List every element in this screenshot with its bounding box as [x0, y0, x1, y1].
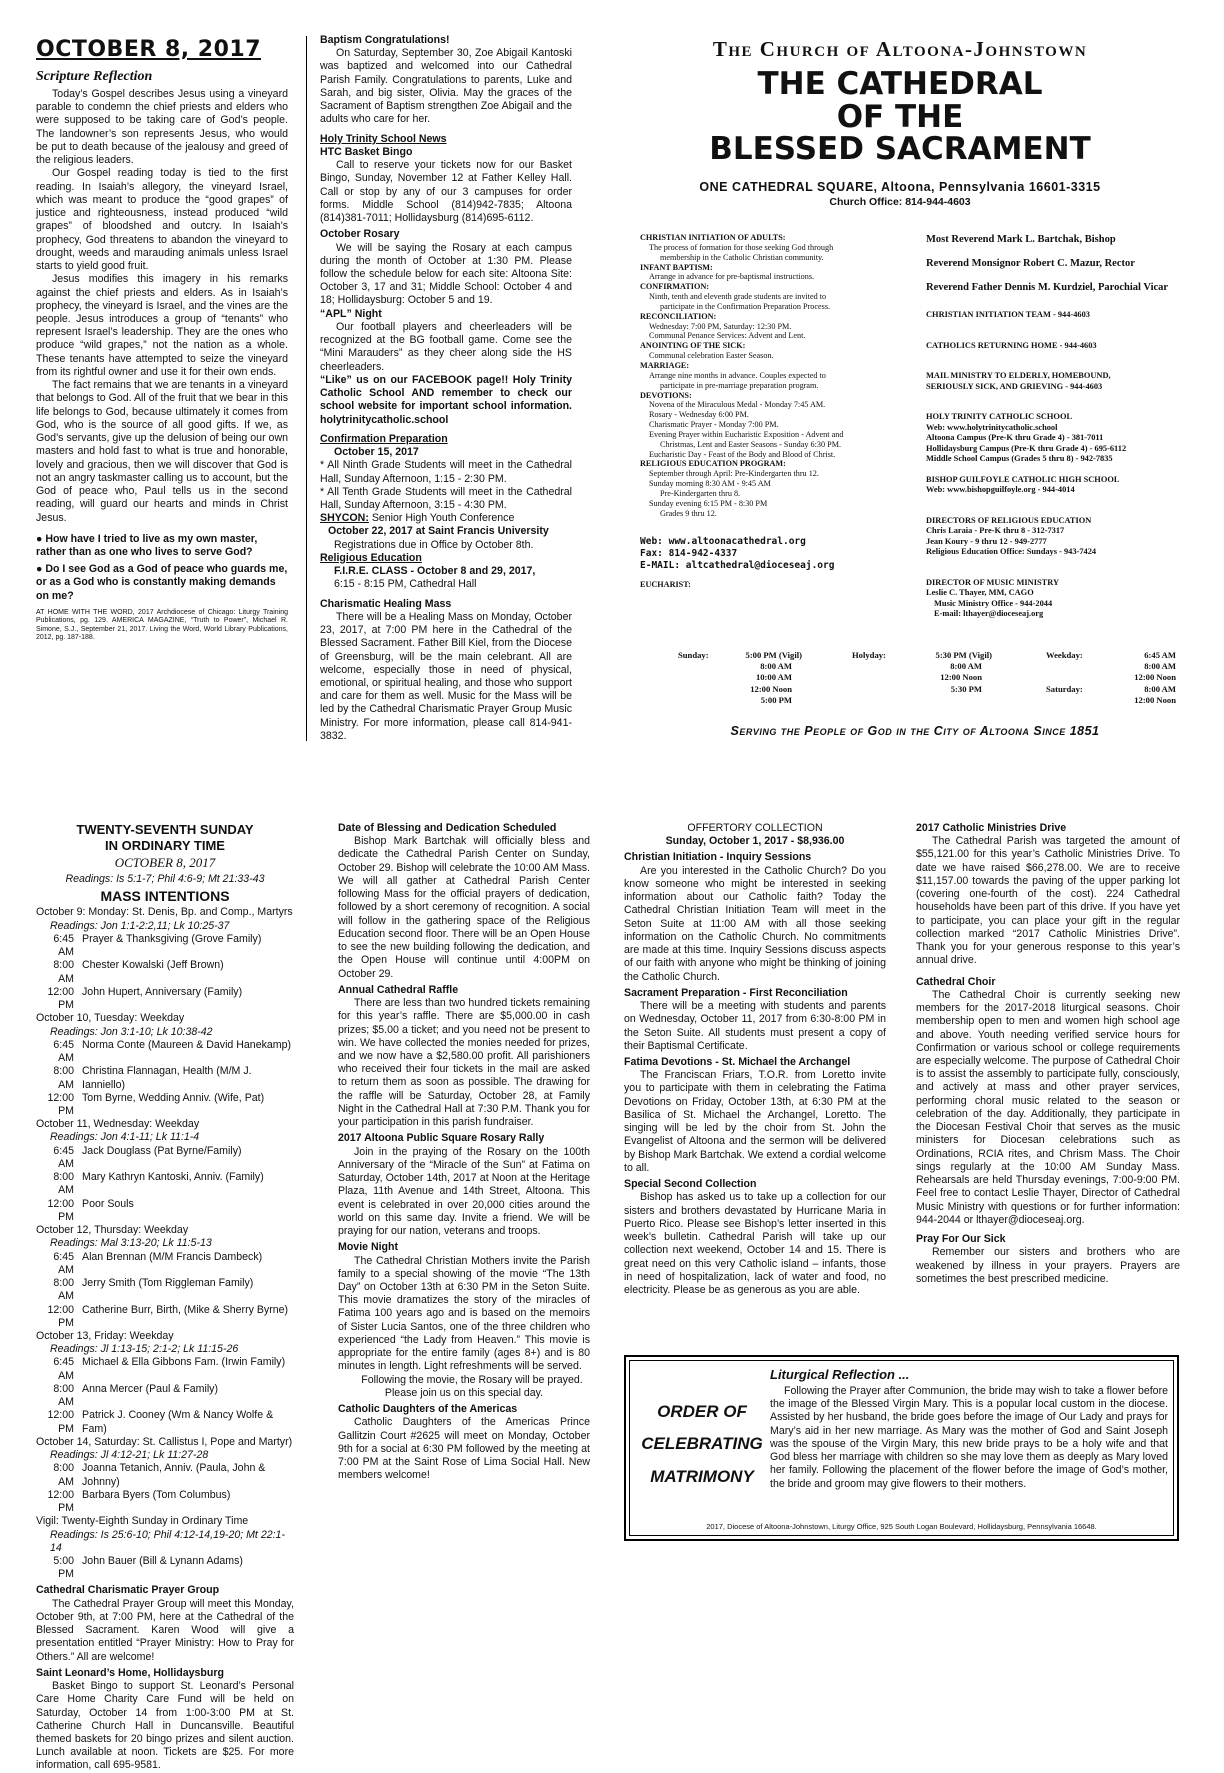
mass-time: 12:00 PM — [47, 1197, 74, 1223]
movie-night-title: Movie Night — [338, 1241, 399, 1254]
saturday-label: Saturday: — [1046, 684, 1083, 694]
mass-time: 8:00 AM — [53, 1382, 74, 1409]
sunday-readings: Readings: Is 5:1-7; Phil 4:6-9; Mt 21:33-43 — [65, 872, 265, 885]
sacrament-detail: membership in the Catholic Christian community. — [660, 252, 824, 262]
ministries-drive-title: 2017 Catholic Ministries Drive — [916, 822, 1067, 834]
mass-row — [36, 1277, 294, 1303]
mass-time: 8:00 AM — [1144, 684, 1176, 694]
saint-leonard-title: Saint Leonard’s Home, Hollidaysburg — [36, 1666, 224, 1679]
liturgy-office-footer: 2017, Diocese of Altoona-Johnstown, Liturgy Office, 925 South Logan Boulevard, Hollidaysburg, Pennsylvania 16648. — [706, 1521, 1097, 1531]
parochial-vicar: Reverend Father Dennis M. Kurdziel, Parochial Vicar — [926, 282, 1169, 294]
confirmation-date: October 15, 2017 — [334, 446, 419, 459]
mass-day: October 14, Saturday: St. Callistus I, Pope and Martyr) — [36, 1435, 293, 1448]
citation: AT HOME WITH THE WORD, 2017 Archdiocese of Chicago: Liturgy Training Publications, pg. 129. AMERICA MAGAZINE, “Truth to Power”, Michael R. Simone, S.J., September 21, 2017. Living the Word, World Library Publications, 2012, pg. 187-188. — [36, 608, 288, 642]
music-line: Music Ministry Office - 944-2044 — [934, 598, 1053, 608]
mass-row — [36, 986, 294, 1012]
vigil-readings: Readings: Is 25:6-10; Phil 4:12-14,19-20; Mt 22:1-14 — [50, 1528, 285, 1554]
holyday-label: Holyday: — [852, 650, 886, 660]
mass-row — [36, 1383, 294, 1409]
sacrament-heading: RECONCILIATION: — [640, 311, 717, 321]
basket-bingo-text: Call to reserve your tickets now for our Basket Bingo, Sunday, November 12 at Father Kelley Hall. Call or stop by any of our 3 campuses for order forms. Middle School (814)942-7835; Altoona (814)381-7011; Hollidaysburg (814)695-6112. — [320, 159, 572, 225]
sacrament-detail: Arrange nine months in advance. Couples expected to — [649, 370, 826, 380]
second-collection-text: Bishop has asked us to take up a collection for our sisters and brothers devastated by Hurricane Maria in Puerto Rico. Please see Bishop’s letter inserted in this week’s bulletin. Cathedral Parish will take up our collection next weekend, October 14 and 15. There is great need on this very Catholic island – infants, those in need of hospitalization, lack of water and food, no electricity. Please be as generous as you are able. — [624, 1191, 886, 1296]
liturgical-reflection-text: Following the Prayer after Communion, the bride may wish to take a flower before the image of the Blessed Virgin Mary. This is a popular local custom in the diocese. Assisted by her husband, the bride goes before the image of Our Lady and prays for Mary’s aid in her new marriage. As Mary was the mother of God and Saint Joseph was the spouse of the Virgin Mary, this new bride prays to be a holy wife and that God bless her marriage with children so she may love them as deeply as Mary loved her family. Following the placement of the flower before the image of God’s mother, the bride and groom may give flowers to their mothers. — [770, 1385, 1168, 1490]
mass-day-readings: Readings: Mal 3:13-20; Lk 11:5-13 — [50, 1237, 212, 1250]
holy-trinity-school: HOLY TRINITY CATHOLIC SCHOOL — [926, 412, 1073, 422]
dedication-text: Bishop Mark Bartchak will officially bless and dedicate the Cathedral Parish Center on Sunday, October 29. Bishop will celebrate the 10:00 AM Mass. We will all gather at Cathedral Parish Center following Mass for the official prayers of dedication, followed by a short ceremony of recognition. A social will follow in the gathering space of the Religious Education second floor. There will be an Open House to see the new building following the dedication, and the Open House will continue until 4:00PM on October 29. — [338, 835, 590, 980]
weekday-times — [1092, 650, 1176, 684]
sunday-label: Sunday: — [678, 650, 709, 660]
mass-day: October 11, Wednesday: Weekday — [36, 1118, 200, 1131]
baptism-text: On Saturday, September 30, Zoe Abigail Kantoski was baptized and welcomed into our Cathedral Parish Family. Congratulations to parents, Luke and Sarah, and big sister, Olivia. May the graces of the Sacrament of Baptism strengthen Zoe Abigail and the adults who care for her. — [320, 47, 572, 126]
facebook-notice: “Like” us on our FACEBOOK page!! Holy Trinity Catholic School AND remember to check our school website for important school information. holytrinitycatholic.school — [320, 373, 572, 426]
mass-row — [36, 1489, 294, 1515]
bishop: Most Reverend Mark L. Bartchak, Bishop — [926, 234, 1116, 245]
liturgical-reflection-title: Liturgical Reflection ... — [770, 1367, 910, 1382]
sacrament-detail: Arrange in advance for pre-baptismal instructions. — [649, 272, 815, 282]
website: Web: www.altoonacathedral.org — [640, 536, 806, 548]
school-news-column — [320, 34, 572, 754]
sacrament-heading: DEVOTIONS: — [640, 390, 692, 400]
mass-row — [36, 933, 294, 959]
mass-time: 5:00 PM (Vigil) — [745, 650, 802, 660]
mail-ministry: SERIOUSLY SICK, AND GRIEVING - 944-4603 — [926, 381, 1103, 391]
mass-time: 6:45 AM — [53, 1144, 74, 1170]
sacrament-heading: INFANT BAPTISM: — [640, 262, 713, 272]
mass-time: 10:00 AM — [755, 672, 792, 683]
sacrament-heading: CHRISTIAN INITIATION OF ADULTS: — [640, 233, 786, 242]
vigil-line: Vigil: Twenty-Eighth Sunday in Ordinary Time — [36, 1515, 249, 1528]
serving-tagline: Serving the People of God in the City of Altoona Since 1851 — [730, 724, 1100, 738]
returning-home: CATHOLICS RETURNING HOME - 944-4603 — [926, 340, 1097, 350]
inquiry-text: Are you interested in the Catholic Church? Do you know someone who might be interested in seeking information about our Catholic faith? Today the Cathedral Christian Initiation Team will meet in the Seton Suite at 11:00 AM with all those seeking information on the Catholic Church. No commitments are made at this time. Inquiry Sessions discuss aspects of our faith with anyone who might be thinking of joining the Catholic Church. — [624, 864, 886, 983]
sacrament-detail: Communal Penance Services: Advent and Lent. — [649, 331, 806, 341]
holyday-times — [892, 650, 992, 695]
mass-time: 12:00 Noon — [1134, 672, 1176, 683]
mass-time: 6:45 AM — [53, 1038, 74, 1065]
october-rosary-text: We will be saying the Rosary at each campus during the month of October at 1:30 PM. Please follow the schedule below for each site: Altoona Site: October 3, 17 and 31; Middle School: October 4 and 18; Hollidaysburg: October 5 and 19. — [320, 241, 572, 307]
reflection-paragraph: Our Gospel reading today is tied to the first reading. In Isaiah’s allegory, the vineyard Israel, which was meant to produce the “good grapes” of justice and righteousness, instead produced “wild grapes” of bloodshed and outcry. In Isaiah’s prophecy, God threatens to abandon the vineyard to drought, weeds and marauding animals unless Israel starts to yield good fruit. — [36, 167, 288, 273]
address: ONE CATHEDRAL SQUARE, Altoona, Pennsylvania 16601-3315 — [699, 179, 1101, 194]
reflection-question: ● How have I tried to live as my own master, rather than as one who lives to serve God? — [36, 532, 258, 558]
mass-row — [36, 1171, 294, 1197]
first-reconciliation-title: Sacrament Preparation - First Reconciliation — [624, 986, 848, 999]
bishop-guilfoyle-web: Web: www.bishopguilfoyle.org - 944-4014 — [926, 485, 1075, 495]
staff-directory — [926, 233, 1188, 633]
mass-time: 6:45 AM — [53, 1250, 74, 1276]
cathedral-choir-title: Cathedral Choir — [916, 975, 996, 988]
mass-intention: Alan Brennan (M/M Francis Dambeck) — [82, 1250, 263, 1263]
shycon-text: Senior High Youth Conference — [371, 512, 515, 525]
saint-leonard-text: Basket Bingo to support St. Leonard’s Personal Care Home Charity Care Fund will be held on Saturday, October 14 from 1:00-3:00 PM at St. Catherine Church Hall in Duncansville. Beautiful themed baskets for 20 bingo prizes and silent auction. Lunch available at noon. Tickets are $25. For more information, call 695-9581. — [36, 1680, 294, 1772]
director-of-music: DIRECTOR OF MUSIC MINISTRY — [926, 577, 1060, 587]
sacrament-detail: Sunday morning 8:30 AM - 9:45 AM — [649, 479, 771, 489]
dre-line: Chris Laraia - Pre-K thru 8 - 312-7317 — [926, 526, 1065, 536]
rector: Reverend Monsignor Robert C. Mazur, Rector — [926, 258, 1135, 270]
liturgical-reflection-box — [624, 1355, 1179, 1541]
sacrament-detail: Sunday evening 6:15 PM - 8:30 PM — [649, 498, 768, 508]
initiation-team: CHRISTIAN INITIATION TEAM - 944-4603 — [926, 310, 1090, 320]
fatima-title: Fatima Devotions - St. Michael the Archangel — [624, 1055, 851, 1068]
mass-row — [36, 1251, 294, 1277]
mass-intention: John Hupert, Anniversary (Family) — [82, 985, 243, 998]
mass-time: 12:00 Noon — [940, 672, 982, 683]
raffle-title: Annual Cathedral Raffle — [338, 983, 459, 996]
fatima-text: The Franciscan Friars, T.O.R. from Loretto invite you to participate with them in celebrating the Fatima Devotions on Friday, October 13th, at 6:30 PM at the Basilica of St. Michael the Archangel, Loretto. The singing will be led by the choir from St. John the Evangelist of Altoona and the sermon will be delivered by Bishop Mark Bartchak. We extend a cordial welcome to all. — [624, 1069, 886, 1174]
mass-day-readings: Readings: Jon 1:1-2:2,11; Lk 10:25-37 — [50, 919, 230, 932]
reflection-paragraph: The fact remains that we are tenants in a vineyard that belongs to God. All of the fruit that we bear in this life belongs to God, because ultimately it comes from God, who is the source of all good gifts. If we, as God’s servants, give up the delusion of being our own masters and hold fast to what is true and honorable, lovely and gracious, then we will discover that God is not an angry taskmaster calling us to account, but the God of peace who, Paul tells us in the second reading, will guard our hearts and minds in Christ Jesus. — [36, 379, 288, 524]
column-divider — [306, 36, 307, 741]
dre-line: Jean Koury - 9 thru 12 - 949-2777 — [926, 536, 1047, 546]
mass-time: 5:30 PM (Vigil) — [935, 650, 992, 660]
sacrament-detail: Communal celebration Easter Season. — [649, 351, 774, 361]
october-rosary-title: October Rosary — [320, 228, 400, 241]
mass-time: 8:00 AM — [950, 661, 982, 672]
scripture-column — [36, 36, 288, 746]
mass-intention: Michael & Ella Gibbons Fam. (Irwin Family) — [82, 1356, 286, 1369]
parish-news-column — [338, 822, 590, 1550]
directors-religious-ed: DIRECTORS OF RELIGIOUS EDUCATION — [926, 515, 1092, 525]
sacrament-detail: Novena of the Miraculous Medal - Monday 7:45 AM. — [649, 400, 826, 410]
reflection-question: ● Do I see God as a God of peace who guards me, or as a God who is constantly making demands on me? — [36, 563, 288, 602]
ocm-line: CELEBRATING — [641, 1434, 763, 1454]
eucharist-label: EUCHARIST: — [640, 580, 691, 590]
mass-intention: Jack Douglass (Pat Byrne/Family) — [82, 1144, 242, 1157]
email: E-MAIL: altcathedral@dioceseaj.org — [640, 560, 835, 572]
ocm-line: MATRIMONY — [650, 1466, 754, 1486]
sacrament-detail: September through April: Pre-Kindergarten thru 12. — [649, 469, 819, 479]
sacrament-heading: RELIGIOUS EDUCATION PROGRAM: — [640, 459, 786, 469]
mass-intentions-heading: MASS INTENTIONS — [100, 887, 230, 904]
church-office-phone: Church Office: 814-944-4603 — [829, 195, 971, 208]
bishop-guilfoyle: BISHOP GUILFOYLE CATHOLIC HIGH SCHOOL — [926, 474, 1120, 484]
mass-time: 8:00 AM — [53, 1065, 74, 1091]
sacraments-lines — [640, 233, 910, 518]
mass-day-readings: Readings: Jl 4:12-21; Lk 11:27-28 — [50, 1449, 209, 1462]
cathedral-choir-text: The Cathedral Choir is currently seeking new members for the 2017-2018 liturgical seasons. Choir membership open to men and women high school age and above. Youth needing verified service hours for Confirmation or various school or college requirements are especially welcome. The purpose of Cathedral Choir is to assist the assembly to participate fully, consciously, and actively at mass and other prayer services, performing choral music related to the season or celebration of the day. Additionally, they participate in the Diocesan Festival Choir that serves as the music ministers for Diocesan celebrations such as Ordinations, RCIA rites, and Chrism Mass. The Choir sings regularly at the 10:00 AM Sunday Mass. Rehearsals are held Thursday evenings, 7:00-9:00 PM. Feel free to contact Leslie Thayer, Director of Cathedral Music Ministry with questions or for further information: 944-2044 or lthayer@dioceseaj.org. — [916, 988, 1180, 1226]
ministries-drive-text: The Cathedral Parish was targeted the amount of $55,121.00 for this year’s Catholic Ministries Drive. To date we have raised $66,278.00. We are to receive $11,157.00 towards the paving of the upper parking lot (covering one-fourth of the cost). 224 Cathedral households have been part of this drive. If you have yet to participate, you can place your gift in the regular collection marked “2017 Catholic Ministries Drive”. Thank you for your generous response to this year’s annual drive. — [916, 835, 1180, 967]
mass-intention: Christina Flannagan, Health (M/M J. Ianniello) — [82, 1065, 252, 1091]
mass-intentions-column — [36, 822, 294, 1772]
shycon-line — [320, 512, 572, 525]
mass-intention: Barbara Byers (Tom Columbus) — [82, 1488, 231, 1501]
mail-ministry: MAIL MINISTRY TO ELDERLY, HOMEBOUND, — [926, 371, 1111, 381]
sacrament-detail: Charismatic Prayer - Monday 7:00 PM. — [649, 420, 779, 430]
mass-time: 5:30 PM — [950, 683, 982, 694]
mass-time: 12:00 Noon — [750, 683, 792, 694]
eucharist-schedule — [672, 650, 1182, 712]
sacrament-detail: Ninth, tenth and eleventh grade students are invited to — [649, 292, 827, 302]
prayer-group-text: The Cathedral Prayer Group will meet this Monday, October 9th, at 7:00 PM, here at the Cathedral of the Blessed Sacrament. Karen Wood will give a presentation entitled “Prayer Ministry: How to Pray for Others.” All are welcome! — [36, 1597, 294, 1663]
mass-row — [36, 1145, 294, 1171]
sacrament-detail: participate in pre-marriage preparation program. — [660, 380, 819, 390]
sacrament-detail: Rosary - Wednesday 6:00 PM. — [649, 410, 749, 420]
healing-mass-text: There will be a Healing Mass on Monday, October 23, 2017, at 7:00 PM here in the Cathedral of the Blessed Sacrament. Father Bill Kiel, from the Diocese of Greensburg, will be the main celebrant. All are welcome, especially those in need of physical, emotional, or spiritual healing, and those who support and care for them as well. Music for the Mass will be led by the Cathedral Charismatic Prayer Group Music Ministry. For more information, please call 814-941-3832. — [320, 610, 572, 742]
baptism-title: Baptism Congratulations! — [320, 34, 450, 46]
mass-time: 8:00 AM — [760, 661, 792, 672]
mass-time: 5:00 PM — [53, 1554, 74, 1581]
saturday-times — [1092, 684, 1176, 706]
confirmation-tenth: * All Tenth Grade Students will meet in the Cathedral Hall, Sunday Afternoon, 3:15 - 4:30 PM. — [320, 485, 572, 511]
mass-time: 6:45 AM — [1144, 650, 1176, 660]
mass-intention: Tom Byrne, Wedding Anniv. (Wife, Pat) — [82, 1091, 265, 1104]
mass-time: 12:00 PM — [47, 985, 74, 1012]
mass-intention: Norma Conte (Maureen & David Hanekamp) — [82, 1038, 292, 1051]
mass-intention: Prayer & Thanksgiving (Grove Family) — [82, 932, 262, 945]
mass-date: OCTOBER 8, 2017 — [114, 854, 216, 870]
shycon-registration: Registrations due in Office by October 8th. — [334, 538, 534, 551]
mass-intention: Patrick J. Cooney (Wm & Nancy Wolfe & Fam) — [82, 1409, 274, 1435]
mass-row — [36, 1462, 294, 1488]
mass-time: 8:00 AM — [53, 1277, 74, 1303]
mass-time: 6:45 AM — [53, 1356, 74, 1382]
bulletin-date: OCTOBER 8, 2017 — [36, 37, 262, 62]
sacrament-heading: MARRIAGE: — [640, 360, 690, 370]
mass-time: 5:00 PM — [760, 694, 792, 705]
mass-row — [36, 1039, 294, 1065]
cathedral-title-line: THE CATHEDRAL — [757, 66, 1043, 103]
inquiry-title: Christian Initiation - Inquiry Sessions — [624, 851, 812, 864]
mass-day-readings: Readings: Jon 4:1-11; Lk 11:1-4 — [50, 1131, 200, 1144]
movie-night-text: Following the movie, the Rosary will be prayed. Please join us on this special day. — [361, 1373, 583, 1399]
fire-class-line: F.I.R.E. CLASS - October 8 and 29, 2017, — [334, 565, 536, 578]
mass-time: 12:00 PM — [47, 1409, 74, 1435]
movie-night-text: The Cathedral Christian Mothers invite the Parish family to a special showing of the movie “The 13th Day” on October 13th at 6:30 PM in the Seton Suite. This movie dramatizes the story of the miracles of Fatima 100 years ago and is based on the memoirs of Sister Lucia Santos, one of the three children who experienced “the Lady from Heaven.” This movie is appropriate for the entire family (ages 8+) and is 80 minutes in length. Light refreshments will be served. — [338, 1254, 590, 1373]
mass-day: October 13, Friday: Weekday — [36, 1329, 174, 1342]
mass-time: 12:00 Noon — [1134, 695, 1176, 706]
pray-for-sick-text: Remember our sisters and brothers who are weakened by illness in your prayers. Prayers are sometimes the best prescribed medicine. — [916, 1246, 1180, 1285]
healing-mass-title: Charismatic Healing Mass — [320, 597, 452, 610]
offertory-column — [624, 822, 886, 1342]
catholic-daughters-text: Catholic Daughters of the Americas Prince Gallitzin Court #2625 will meet on Monday, October 9th for a social at 6:30 PM followed by the meeting at 7:00 PM at the Saint Rose of Lima Social Hall. New members welcome! — [338, 1416, 590, 1482]
mass-intention: Joanna Tetanich, Anniv. (Paula, John & Johnny) — [82, 1462, 266, 1488]
mass-intention: Chester Kowalski (Jeff Brown) — [82, 959, 224, 972]
fax: Fax: 814-942-4337 — [640, 548, 738, 560]
second-collection-title: Special Second Collection — [624, 1178, 757, 1191]
mass-row — [36, 1065, 294, 1091]
order-of-matrimony — [638, 1396, 766, 1493]
campus-line: Middle School Campus (Grades 5 thru 8) - 942-7835 — [926, 454, 1113, 464]
mass-day: October 9: Monday: St. Denis, Bp. and Comp., Martyrs — [36, 906, 293, 919]
mass-time: 8:00 AM — [53, 959, 74, 985]
mass-day: October 12, Thursday: Weekday — [36, 1224, 189, 1237]
shycon-label: SHYCON: — [320, 512, 369, 525]
mass-days — [36, 906, 294, 1515]
apl-night-title: “APL” Night — [320, 307, 382, 320]
campus-line: Hollidaysburg Campus (Pre-K thru Grade 4) - 695-6112 — [926, 443, 1127, 453]
church-name: The Church of Altoona-Johnstown — [712, 37, 1088, 61]
sacrament-detail: Christmas, Lent and Easter Seasons - Sunday 6:30 PM. — [660, 439, 842, 449]
music-line: Leslie C. Thayer, MM, CAGO — [926, 588, 1034, 598]
dedication-title: Date of Blessing and Dedication Scheduled — [338, 822, 557, 834]
sacrament-detail: Eucharistic Day - Feast of the Body and Blood of Christ. — [649, 449, 836, 459]
mass-time: 6:45 AM — [53, 932, 74, 959]
reflection-paragraph: Today’s Gospel describes Jesus using a vineyard parable to condemn the chief priests and elders who were supposed to be taking care of God’s people. The landowner’s son represents Jesus, who would be put to death because of the jealousy and greed of the religious leaders. — [36, 88, 288, 167]
mass-row — [36, 1356, 294, 1382]
catholic-daughters-title: Catholic Daughters of the Americas — [338, 1403, 518, 1416]
sacrament-heading: CONFIRMATION: — [640, 282, 709, 292]
mass-time: 8:00 AM — [1144, 661, 1176, 672]
ministries-column — [916, 822, 1180, 1342]
mass-time: 12:00 PM — [47, 1303, 74, 1329]
fire-class-time: 6:15 - 8:15 PM, Cathedral Hall — [334, 578, 477, 591]
confirmation-title: Confirmation Preparation — [320, 432, 448, 445]
mass-day-readings: Readings: Jon 3:1-10; Lk 10:38-42 — [50, 1025, 213, 1038]
mass-intention: Catherine Burr, Birth, (Mike & Sherry Byrne) — [82, 1303, 289, 1316]
mass-intention: Anna Mercer (Paul & Family) — [82, 1382, 218, 1395]
mass-time: 8:00 AM — [53, 1462, 74, 1488]
campus-line: Altoona Campus (Pre-K thru Grade 4) - 381-7011 — [926, 433, 1104, 443]
pray-for-sick-title: Pray For Our Sick — [916, 1233, 1006, 1246]
mass-intention: Jerry Smith (Tom Riggleman Family) — [82, 1277, 254, 1290]
ocm-line: ORDER OF — [657, 1402, 747, 1421]
mass-time: 12:00 PM — [47, 1091, 74, 1117]
liturgical-reflection-inner — [629, 1360, 1174, 1536]
basket-bingo-title: HTC Basket Bingo — [320, 145, 413, 158]
first-reconciliation-text: There will be a meeting with students and parents on Wednesday, October 11, 2017 from 6:30-8:00 PM in the Seton Suite. All students must present a copy of their Baptismal Certificate. — [624, 1000, 886, 1052]
sacrament-detail: Pre-Kindergarten thru 8. — [660, 488, 741, 498]
apl-night-text: Our football players and cheerleaders will be recognized at the BG football game. Come see the “Mini Marauders” as they cheer along side the HS cheerleaders. — [320, 320, 572, 373]
mass-day: October 10, Tuesday: Weekday — [36, 1012, 185, 1025]
mass-row — [36, 1198, 294, 1224]
liturgical-sunday-title: IN ORDINARY TIME — [105, 838, 225, 854]
mass-row — [36, 959, 294, 985]
mass-time: 12:00 PM — [47, 1488, 74, 1515]
mass-intention: John Bauer (Bill & Lynann Adams) — [82, 1554, 243, 1567]
rosary-rally-text: Join in the praying of the Rosary on the 100th Anniversary of the “Miracle of the Sun” at Fatima on Saturday, October 14th, 2017 at Noon at the Heritage Plaza, 11th Avenue and 14th Street, Altoona. This event is celebrated in over 20,000 cities around the world on this same day. Invite a friend. We will be praying for our nation, veterans and troops. — [338, 1145, 590, 1238]
sacrament-heading: ANOINTING OF THE SICK: — [640, 341, 746, 351]
sacrament-detail: Evening Prayer within Eucharistic Exposition - Advent and — [649, 429, 844, 439]
sacrament-detail: participate in the Confirmation Preparation Process. — [660, 301, 831, 311]
offertory-amount: Sunday, October 1, 2017 - $8,936.00 — [665, 835, 845, 848]
dre-line: Religious Education Office: Sundays - 943-7424 — [926, 547, 1097, 557]
rosary-rally-title: 2017 Altoona Public Square Rosary Rally — [338, 1132, 545, 1145]
cathedral-title-line: OF THE — [836, 98, 964, 135]
masthead — [606, 36, 1194, 216]
mass-row — [36, 1092, 294, 1118]
liturgical-sunday-title: TWENTY-SEVENTH SUNDAY — [76, 822, 254, 837]
holy-trinity-school-news-title: Holy Trinity School News — [320, 132, 447, 145]
mass-row — [36, 1409, 294, 1435]
weekday-label: Weekday: — [1046, 650, 1083, 660]
raffle-text: There are less than two hundred tickets remaining for this year’s raffle. There are $5,000.00 in cash prizes; $5.00 a ticket; and you need not be present to win. We have collected the monies needed for prizes, and we now have a $2,580.00 profit. All parishioners who received their four tickets in the mail are asked to return them as soon as possible. The drawing for the raffle will be Saturday, October 28, at Family Night in the Cathedral Hall at 7:30 P.M. Thank you for your participation in this parish fundraiser. — [338, 997, 590, 1129]
sacrament-detail: Grades 9 thru 12. — [660, 508, 717, 518]
cathedral-title-line: BLESSED SACRAMENT — [709, 131, 1091, 168]
holy-trinity-web: Web: www.holytrinitycatholic.school — [926, 422, 1058, 432]
confirmation-ninth: * All Ninth Grade Students will meet in the Cathedral Hall, Sunday Afternoon, 1:15 - 2:30 PM. — [320, 459, 572, 485]
music-line: E-mail: lthayer@dioceseaj.org — [934, 609, 1044, 619]
mass-row — [36, 1304, 294, 1330]
sacrament-detail: The process of formation for those seeking God through — [649, 242, 834, 252]
mass-intention: Poor Souls — [82, 1197, 134, 1210]
mass-day-readings: Readings: Jl 1:13-15; 2:1-2; Lk 11:15-26 — [50, 1343, 239, 1356]
shycon-date: October 22, 2017 at Saint Francis University — [328, 525, 549, 538]
sacraments-list — [640, 233, 910, 593]
prayer-group-title: Cathedral Charismatic Prayer Group — [36, 1584, 220, 1597]
sacrament-detail: Wednesday: 7:00 PM, Saturday: 12:30 PM. — [649, 321, 792, 331]
religious-education-title: Religious Education — [320, 551, 422, 564]
mass-intention: Mary Kathryn Kantoski, Anniv. (Family) — [82, 1171, 264, 1184]
reflection-paragraph: Jesus modifies this imagery in his remarks against the chief priests and elders. As in Isaiah’s prophecy, the vineyard is Israel, and the vines are the people. Jesus introduces a group of “tenants” who represent Israel’s leadership. They are the ones who produce “wild grapes,” not the nation as a whole. These tenants have attempted to seize the vineyard from its rightful owner and use it for their own ends. — [36, 273, 288, 378]
sunday-times — [712, 650, 802, 706]
offertory-title: OFFERTORY COLLECTION — [687, 822, 823, 834]
mass-time: 8:00 AM — [53, 1171, 74, 1197]
scripture-reflection-title: Scripture Reflection — [36, 68, 153, 84]
mass-row — [36, 1555, 294, 1581]
